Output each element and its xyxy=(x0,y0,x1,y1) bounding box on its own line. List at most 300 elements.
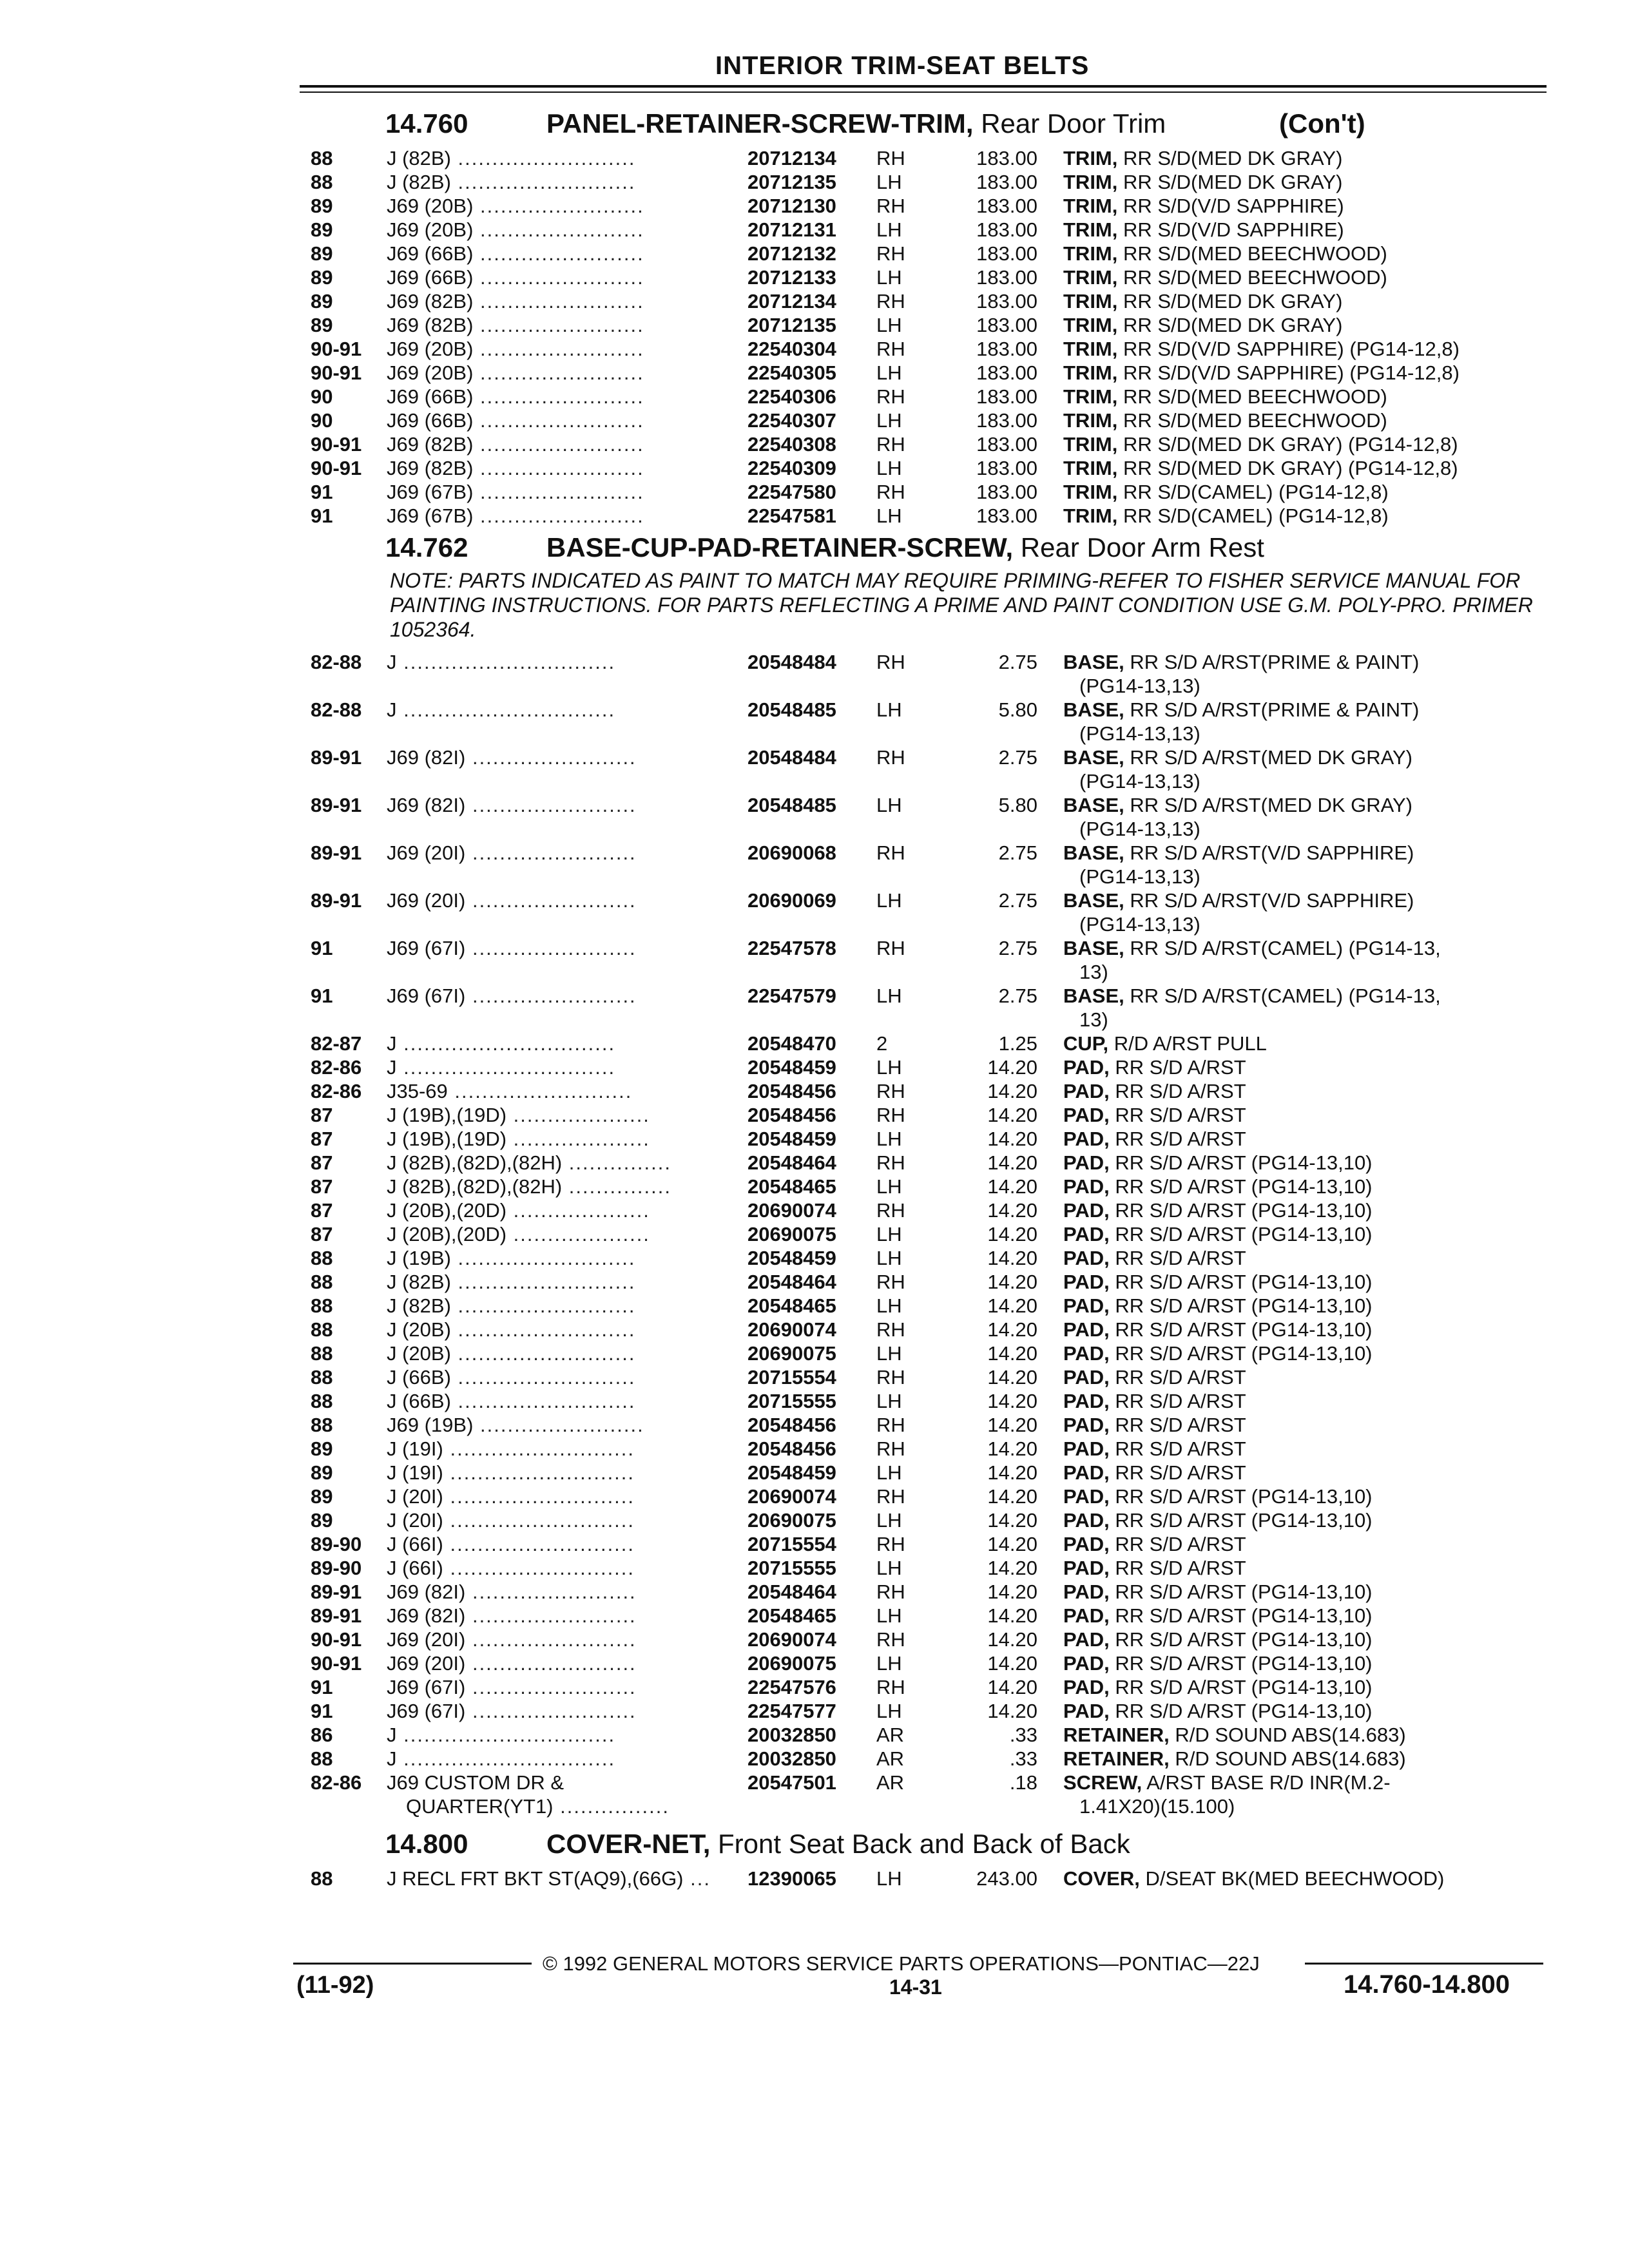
description-keyword: TRIM, xyxy=(1063,409,1118,432)
year-range: 88 xyxy=(311,1414,333,1436)
price: 14.20 xyxy=(987,1390,1037,1412)
part-description-continued: (PG14-13,13) xyxy=(1079,865,1200,888)
model-text: J69 (19B) xyxy=(387,1414,474,1436)
parts-row xyxy=(0,698,1629,745)
part-number: 20712134 xyxy=(747,290,836,312)
side-code: LH xyxy=(876,1223,902,1245)
part-description xyxy=(1063,1056,1246,1079)
price: 183.00 xyxy=(976,385,1037,408)
description-text: RR S/D A/RST xyxy=(1109,1461,1246,1484)
description-keyword: PAD, xyxy=(1063,1247,1110,1269)
part-description xyxy=(1063,338,1460,361)
part-description xyxy=(1063,1437,1246,1461)
description-text: RR S/D A/RST (PG14-13,10) xyxy=(1109,1604,1373,1627)
section-title-bold: BASE-CUP-PAD-RETAINER-SCREW, xyxy=(546,532,1014,562)
parts-row xyxy=(0,171,1629,195)
price: 183.00 xyxy=(976,218,1037,241)
parts-row xyxy=(0,1581,1629,1604)
part-description-continued: (PG14-13,13) xyxy=(1079,675,1200,697)
description-keyword: PAD, xyxy=(1063,1581,1110,1603)
model-code xyxy=(387,290,644,313)
side-code: LH xyxy=(876,1604,902,1627)
description-text: RR S/D A/RST (PG14-13,10) xyxy=(1109,1223,1373,1245)
year-range: 89-91 xyxy=(311,794,362,816)
part-description xyxy=(1063,266,1387,289)
price: 14.20 xyxy=(987,1247,1037,1269)
model-text: J69 (67I) xyxy=(387,1700,466,1722)
side-code: RH xyxy=(876,1366,905,1389)
parts-row xyxy=(0,195,1629,218)
model-code xyxy=(387,171,635,194)
description-text: R/D SOUND ABS(14.683) xyxy=(1169,1724,1406,1746)
price: 183.00 xyxy=(976,457,1037,479)
year-range: 88 xyxy=(311,1867,333,1890)
part-description xyxy=(1063,1461,1246,1485)
model-code xyxy=(387,1271,635,1294)
description-text: RR S/D A/RST (PG14-13,10) xyxy=(1109,1581,1373,1603)
model-text: J69 (82B) xyxy=(387,290,474,312)
part-description xyxy=(1063,1747,1406,1771)
part-number: 22547579 xyxy=(747,985,836,1007)
price: 243.00 xyxy=(976,1867,1037,1890)
part-description xyxy=(1063,481,1389,504)
side-code: LH xyxy=(876,1056,902,1079)
price: 14.20 xyxy=(987,1366,1037,1389)
part-description xyxy=(1063,1294,1373,1318)
model-text: J xyxy=(387,651,397,673)
description-keyword: PAD, xyxy=(1063,1342,1110,1365)
leader-dots: .......................... xyxy=(450,1247,636,1269)
model-text: J xyxy=(387,1724,397,1746)
description-keyword: PAD, xyxy=(1063,1366,1110,1389)
model-code xyxy=(387,1652,637,1675)
description-keyword: PAD, xyxy=(1063,1628,1110,1651)
leader-dots: ........................ xyxy=(465,794,637,816)
model-text: J (20B) xyxy=(387,1342,451,1365)
year-range: 90-91 xyxy=(311,361,362,384)
description-text: RR S/D A/RST (PG14-13,10) xyxy=(1109,1175,1373,1198)
model-code xyxy=(387,746,637,769)
model-text: J (82B),(82D),(82H) xyxy=(387,1175,563,1198)
page-header-title: INTERIOR TRIM-SEAT BELTS xyxy=(715,52,1090,80)
description-text: A/RST BASE R/D INR(M.2- xyxy=(1142,1771,1391,1794)
side-code: RH xyxy=(876,937,905,959)
description-keyword: BASE, xyxy=(1063,746,1124,769)
price: 183.00 xyxy=(976,171,1037,193)
model-text: J69 (66B) xyxy=(387,242,474,265)
part-number: 20712135 xyxy=(747,314,836,336)
parts-row xyxy=(0,1390,1629,1414)
section-title-text xyxy=(546,532,1264,563)
price: 14.20 xyxy=(987,1056,1037,1079)
part-number: 20548459 xyxy=(747,1461,836,1484)
part-number: 20548485 xyxy=(747,794,836,816)
parts-row xyxy=(0,433,1629,457)
part-description xyxy=(1063,1128,1246,1151)
parts-row xyxy=(0,1032,1629,1056)
side-code: RH xyxy=(876,481,905,503)
model-text: J (66B) xyxy=(387,1366,451,1389)
parts-row xyxy=(0,338,1629,361)
description-text: RR S/D A/RST xyxy=(1109,1557,1246,1579)
year-range: 90-91 xyxy=(311,1652,362,1675)
model-code xyxy=(387,1128,650,1151)
model-code xyxy=(387,1867,711,1890)
price: 14.20 xyxy=(987,1557,1037,1579)
price: 2.75 xyxy=(998,746,1037,769)
year-range: 82-86 xyxy=(311,1080,362,1102)
description-text: RR S/D A/RST xyxy=(1109,1533,1246,1555)
side-code: LH xyxy=(876,698,902,721)
price: .33 xyxy=(1009,1747,1037,1770)
leader-dots: .................... xyxy=(506,1128,650,1150)
description-text: RR S/D A/RST (PG14-13,10) xyxy=(1109,1151,1373,1174)
model-text: J69 (67I) xyxy=(387,937,466,959)
model-code xyxy=(387,385,644,408)
side-code: LH xyxy=(876,218,902,241)
price: 5.80 xyxy=(998,698,1037,721)
leader-dots: ........................... xyxy=(443,1557,635,1579)
model-code xyxy=(387,1509,635,1532)
model-code xyxy=(387,1223,650,1246)
part-description xyxy=(1063,433,1458,456)
parts-row xyxy=(0,1342,1629,1366)
parts-row xyxy=(0,1080,1629,1104)
model-code xyxy=(387,1056,615,1079)
model-text: QUARTER(YT1) xyxy=(406,1795,554,1818)
price: 183.00 xyxy=(976,361,1037,384)
price: 14.20 xyxy=(987,1104,1037,1126)
parts-row xyxy=(0,218,1629,242)
year-range: 88 xyxy=(311,1294,333,1317)
model-text: J69 (66B) xyxy=(387,266,474,289)
year-range: 87 xyxy=(311,1104,333,1126)
part-number: 20712132 xyxy=(747,242,836,265)
description-keyword: PAD, xyxy=(1063,1509,1110,1532)
price: 2.75 xyxy=(998,841,1037,864)
part-description xyxy=(1063,651,1419,674)
description-keyword: TRIM, xyxy=(1063,385,1118,408)
description-text: RR S/D(MED DK GRAY) (PG14-12,8) xyxy=(1117,433,1458,456)
model-code xyxy=(387,1151,671,1175)
leader-dots: ............................... xyxy=(396,1724,616,1746)
parts-row xyxy=(0,1747,1629,1771)
description-text: RR S/D A/RST (PG14-13,10) xyxy=(1109,1485,1373,1508)
description-text: RR S/D A/RST (PG14-13,10) xyxy=(1109,1342,1373,1365)
price: .18 xyxy=(1009,1771,1037,1794)
description-text: RR S/D A/RST xyxy=(1109,1056,1246,1079)
parts-row xyxy=(0,1700,1629,1724)
part-number: 20715555 xyxy=(747,1557,836,1579)
model-text: J xyxy=(387,698,397,721)
description-text: D/SEAT BK(MED BEECHWOOD) xyxy=(1139,1867,1445,1890)
description-text: RR S/D A/RST (PG14-13,10) xyxy=(1109,1318,1373,1341)
parts-row xyxy=(0,409,1629,433)
year-range: 88 xyxy=(311,147,333,169)
description-text: R/D SOUND ABS(14.683) xyxy=(1169,1747,1406,1770)
leader-dots: ........................... xyxy=(443,1533,635,1555)
section-title-bold: PANEL-RETAINER-SCREW-TRIM, xyxy=(546,108,974,139)
year-range: 90-91 xyxy=(311,457,362,479)
footer-copyright: © 1992 GENERAL MOTORS SERVICE PARTS OPERATIONS—PONTIAC—22J xyxy=(543,1952,1260,1975)
parts-row xyxy=(0,147,1629,171)
model-code xyxy=(387,1700,637,1723)
description-keyword: PAD, xyxy=(1063,1104,1110,1126)
side-code: RH xyxy=(876,1676,905,1698)
side-code: LH xyxy=(876,1342,902,1365)
description-text: RR S/D A/RST xyxy=(1109,1247,1246,1269)
leader-dots: ............................... xyxy=(396,651,616,673)
year-range: 87 xyxy=(311,1175,333,1198)
model-text: J69 (20B) xyxy=(387,218,474,241)
price: 183.00 xyxy=(976,266,1037,289)
leader-dots: .......................... xyxy=(450,1342,636,1365)
model-code xyxy=(387,338,644,361)
parts-row xyxy=(0,889,1629,936)
part-description xyxy=(1063,1771,1391,1794)
description-keyword: PAD, xyxy=(1063,1080,1110,1102)
year-range: 90-91 xyxy=(311,338,362,360)
part-description xyxy=(1063,1724,1406,1747)
model-code xyxy=(387,1628,637,1651)
part-description-continued: (PG14-13,13) xyxy=(1079,770,1200,793)
price: 14.20 xyxy=(987,1485,1037,1508)
parts-row xyxy=(0,1437,1629,1461)
part-number: 20548484 xyxy=(747,746,836,769)
description-keyword: TRIM, xyxy=(1063,266,1118,289)
description-text: RR S/D(MED BEECHWOOD) xyxy=(1117,385,1387,408)
leader-dots: ........................ xyxy=(465,746,637,769)
price: 14.20 xyxy=(987,1604,1037,1627)
part-number: 22547577 xyxy=(747,1700,836,1722)
side-code: RH xyxy=(876,195,905,217)
part-description xyxy=(1063,361,1460,385)
part-description xyxy=(1063,1104,1246,1127)
year-range: 89 xyxy=(311,242,333,265)
leader-dots: ........................ xyxy=(465,841,637,864)
price: 14.20 xyxy=(987,1652,1037,1675)
part-description xyxy=(1063,1581,1373,1604)
parts-row xyxy=(0,985,1629,1031)
header-rule xyxy=(300,85,1547,88)
leader-dots: ........................ xyxy=(465,1604,637,1627)
description-text: RR S/D A/RST(PRIME & PAINT) xyxy=(1124,698,1420,721)
model-text: J (19I) xyxy=(387,1461,443,1484)
part-number: 22547581 xyxy=(747,505,836,527)
description-keyword: PAD, xyxy=(1063,1652,1110,1675)
price: 183.00 xyxy=(976,290,1037,312)
model-code xyxy=(387,937,637,960)
part-description xyxy=(1063,1700,1373,1723)
model-code xyxy=(387,1032,615,1055)
description-keyword: PAD, xyxy=(1063,1318,1110,1341)
leader-dots: ........................ xyxy=(473,314,644,336)
side-code: RH xyxy=(876,1414,905,1436)
part-number: 20548465 xyxy=(747,1175,836,1198)
model-code xyxy=(387,1461,635,1485)
price: 183.00 xyxy=(976,147,1037,169)
side-code: LH xyxy=(876,1128,902,1150)
leader-dots: ........................ xyxy=(465,937,637,959)
part-description-continued: 13) xyxy=(1079,1008,1108,1031)
part-number: 20690075 xyxy=(747,1509,836,1532)
parts-row xyxy=(0,841,1629,888)
year-range: 89 xyxy=(311,1461,333,1484)
model-text: J69 (20I) xyxy=(387,841,466,864)
leader-dots: ........................... xyxy=(443,1485,635,1508)
model-code xyxy=(387,1318,635,1341)
model-text: J (20B),(20D) xyxy=(387,1199,507,1222)
model-text: J69 (82I) xyxy=(387,746,466,769)
side-code: RH xyxy=(876,651,905,673)
part-number: 22540306 xyxy=(747,385,836,408)
model-code xyxy=(387,1485,635,1508)
model-text: J69 (82I) xyxy=(387,1604,466,1627)
parts-row xyxy=(0,1366,1629,1390)
description-keyword: PAD, xyxy=(1063,1199,1110,1222)
year-range: 89 xyxy=(311,266,333,289)
year-range: 91 xyxy=(311,481,333,503)
leader-dots: ........................ xyxy=(473,1414,644,1436)
leader-dots: ........................ xyxy=(465,1628,637,1651)
price: 14.20 xyxy=(987,1294,1037,1317)
model-code xyxy=(387,457,644,480)
side-code: LH xyxy=(876,1294,902,1317)
leader-dots: .......................... xyxy=(450,1366,636,1389)
price: 2.75 xyxy=(998,651,1037,673)
description-text: RR S/D A/RST xyxy=(1109,1128,1246,1150)
part-number: 20547501 xyxy=(747,1771,836,1794)
description-text: RR S/D A/RST (PG14-13,10) xyxy=(1109,1652,1373,1675)
model-code xyxy=(387,1342,635,1365)
description-keyword: TRIM, xyxy=(1063,218,1118,241)
description-keyword: SCREW, xyxy=(1063,1771,1142,1794)
model-text: J69 (20I) xyxy=(387,889,466,912)
leader-dots: ... xyxy=(683,1867,711,1890)
model-code xyxy=(387,1724,615,1747)
section-title-rest: Front Seat Back and Back of Back xyxy=(710,1829,1130,1859)
side-code: RH xyxy=(876,1151,905,1174)
model-code xyxy=(387,505,644,528)
year-range: 89 xyxy=(311,195,333,217)
model-text: J (19B) xyxy=(387,1247,451,1269)
year-range: 89 xyxy=(311,1485,333,1508)
model-text: J (82B),(82D),(82H) xyxy=(387,1151,563,1174)
model-text: J (19I) xyxy=(387,1437,443,1460)
side-code: LH xyxy=(876,1390,902,1412)
leader-dots: ........................ xyxy=(465,985,637,1007)
part-number: 22540305 xyxy=(747,361,836,384)
description-keyword: BASE, xyxy=(1063,698,1124,721)
part-description xyxy=(1063,1318,1373,1341)
description-text: RR S/D A/RST (PG14-13,10) xyxy=(1109,1676,1373,1698)
year-range: 82-88 xyxy=(311,698,362,721)
section-note: NOTE: PARTS INDICATED AS PAINT TO MATCH MAY REQUIRE PRIMING-REFER TO FISHER SERVICE MANUAL FOR PAINTING INSTRUCTIONS. FOR PARTS REFLECTING A PRIME AND PAINT CONDITION USE G.M. POLY-PRO. PRIMER 1052364. xyxy=(390,569,1533,641)
side-code: LH xyxy=(876,985,902,1007)
leader-dots: ........................ xyxy=(473,195,644,217)
price: 183.00 xyxy=(976,481,1037,503)
description-text: RR S/D(MED DK GRAY) xyxy=(1117,171,1343,193)
model-code xyxy=(387,195,644,218)
description-keyword: PAD, xyxy=(1063,1557,1110,1579)
parts-row xyxy=(0,1128,1629,1151)
section-number: 14.800 xyxy=(385,1829,468,1859)
side-code: RH xyxy=(876,338,905,360)
part-number: 20690068 xyxy=(747,841,836,864)
part-description xyxy=(1063,1080,1246,1103)
part-number: 20715555 xyxy=(747,1390,836,1412)
part-description xyxy=(1063,385,1387,408)
leader-dots: ............................... xyxy=(396,698,616,721)
model-code xyxy=(387,841,637,865)
description-keyword: PAD, xyxy=(1063,1437,1110,1460)
part-description xyxy=(1063,409,1387,432)
part-description xyxy=(1063,290,1342,313)
description-keyword: BASE, xyxy=(1063,985,1124,1007)
part-number: 20715554 xyxy=(747,1533,836,1555)
model-text: J (19B),(19D) xyxy=(387,1128,507,1150)
year-range: 87 xyxy=(311,1128,333,1150)
description-keyword: PAD, xyxy=(1063,1056,1110,1079)
year-range: 82-88 xyxy=(311,651,362,673)
model-code xyxy=(387,651,615,674)
side-code: LH xyxy=(876,314,902,336)
leader-dots: .......................... xyxy=(450,1390,636,1412)
parts-row xyxy=(0,1175,1629,1199)
side-code: LH xyxy=(876,171,902,193)
model-code xyxy=(387,1533,635,1556)
price: 183.00 xyxy=(976,195,1037,217)
part-description xyxy=(1063,985,1441,1008)
leader-dots: .......................... xyxy=(450,1294,636,1317)
part-number: 20712135 xyxy=(747,171,836,193)
part-description xyxy=(1063,218,1344,242)
part-description xyxy=(1063,505,1389,528)
model-text: J69 (82B) xyxy=(387,457,474,479)
part-number: 22547580 xyxy=(747,481,836,503)
leader-dots: ........................ xyxy=(473,242,644,265)
side-code: RH xyxy=(876,147,905,169)
part-description xyxy=(1063,314,1342,337)
description-text: RR S/D(V/D SAPPHIRE) xyxy=(1117,218,1344,241)
description-text: RR S/D(MED BEECHWOOD) xyxy=(1117,409,1387,432)
part-description xyxy=(1063,171,1342,194)
model-text: J xyxy=(387,1056,397,1079)
part-description xyxy=(1063,1676,1373,1699)
parts-row xyxy=(0,1604,1629,1628)
model-code xyxy=(387,1747,615,1771)
year-range: 90-91 xyxy=(311,433,362,456)
side-code: LH xyxy=(876,794,902,816)
description-text: RR S/D(MED BEECHWOOD) xyxy=(1117,266,1387,289)
year-range: 89-91 xyxy=(311,841,362,864)
model-text: J (82B) xyxy=(387,147,451,169)
model-text: J69 (66B) xyxy=(387,385,474,408)
part-description xyxy=(1063,1509,1373,1532)
section-heading xyxy=(0,1829,1629,1865)
price: 14.20 xyxy=(987,1628,1037,1651)
year-range: 86 xyxy=(311,1724,333,1746)
part-description xyxy=(1063,1032,1267,1055)
side-code: LH xyxy=(876,266,902,289)
price: 2.75 xyxy=(998,985,1037,1007)
description-text: R/D A/RST PULL xyxy=(1108,1032,1267,1055)
model-text: J69 (20I) xyxy=(387,1652,466,1675)
year-range: 89-91 xyxy=(311,889,362,912)
part-number: 22540308 xyxy=(747,433,836,456)
model-code xyxy=(387,314,644,337)
model-code xyxy=(387,409,644,432)
